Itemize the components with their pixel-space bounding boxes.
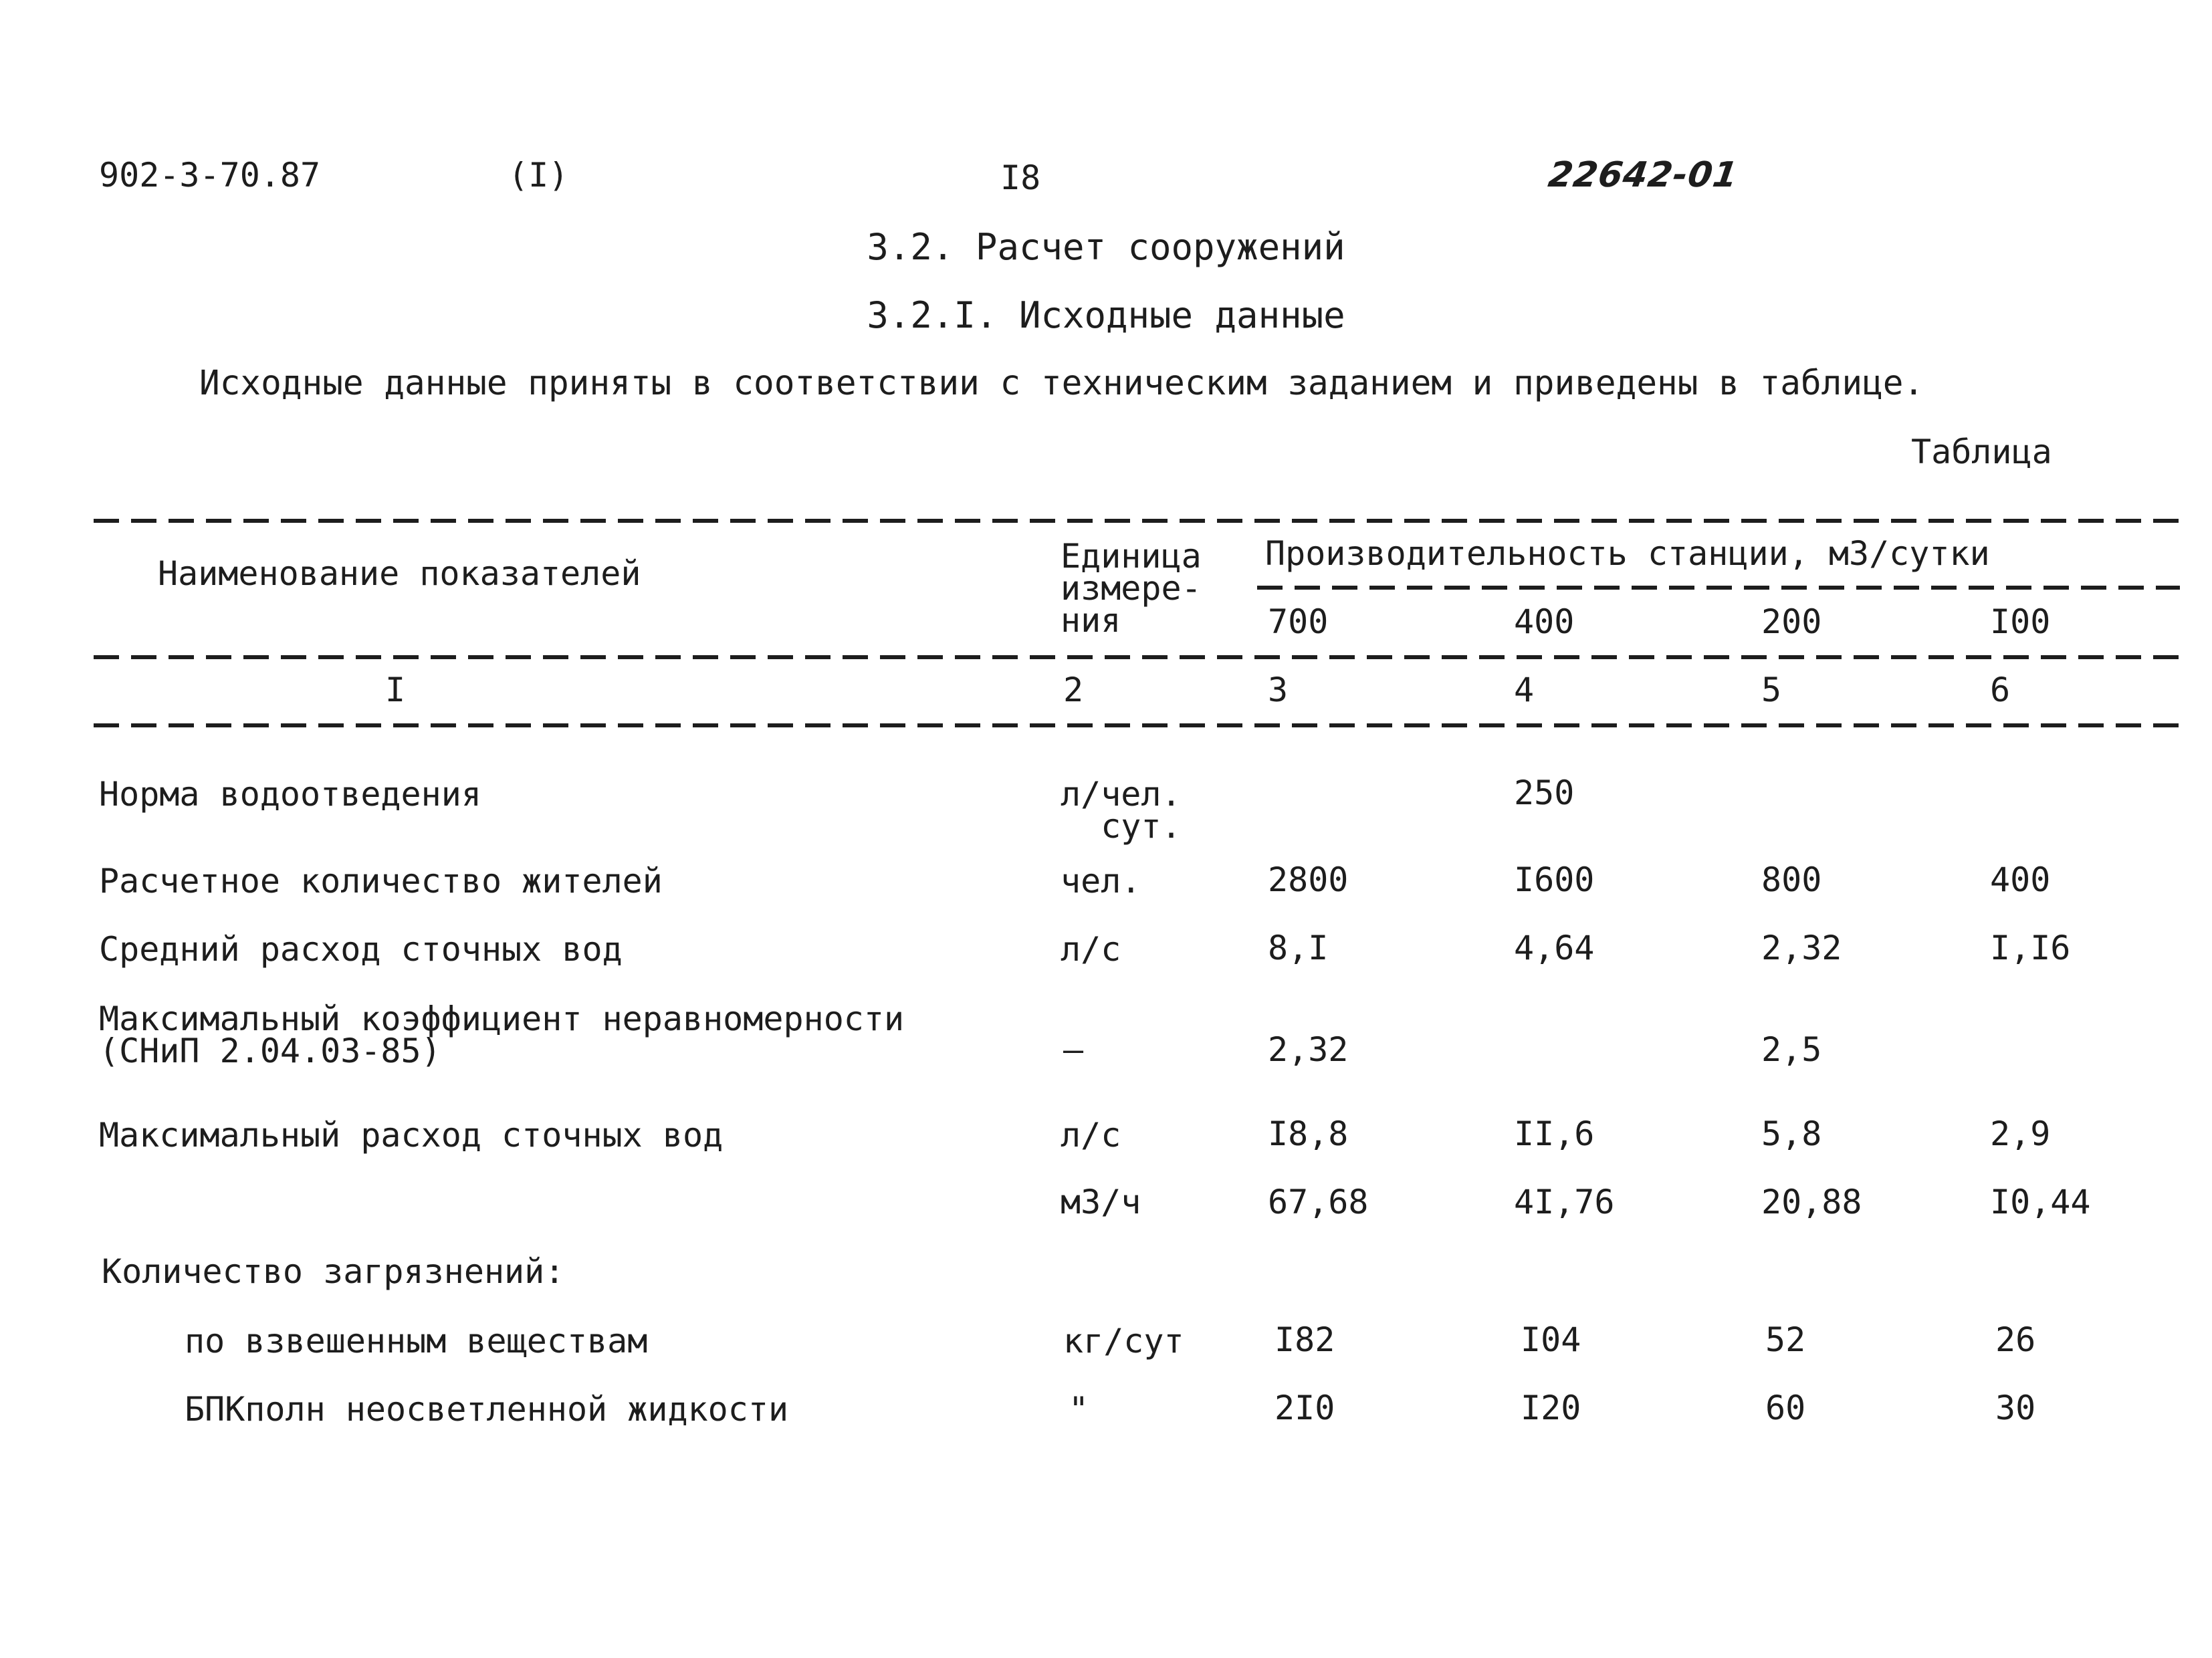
row-value-100: 30 xyxy=(1995,1389,2036,1427)
row-unit: л/чел. сут. xyxy=(1061,775,1182,846)
column-number-6: 6 xyxy=(1990,671,2011,709)
header-bottom-rule xyxy=(94,655,2180,659)
row-value-400: I20 xyxy=(1521,1389,1581,1427)
row-value-700: 2,32 xyxy=(1268,1030,1349,1069)
column-number-4: 4 xyxy=(1514,671,1535,709)
capacity-header-rule xyxy=(1257,586,2180,590)
row-name: Максимальный расход сточных вод xyxy=(99,1116,724,1155)
row-value-100: 400 xyxy=(1990,860,2051,899)
subsection-title: 3.2.I. Исходные данные xyxy=(867,294,1345,336)
capacity-700: 700 xyxy=(1268,602,1329,641)
row-name: Максимальный коэффициент неравномерности (СНиП 2.04.03-85) xyxy=(99,999,905,1070)
row-value-200: 2,5 xyxy=(1761,1030,1822,1069)
row-value-100: I0,44 xyxy=(1990,1183,2091,1221)
row-value-700: I8,8 xyxy=(1268,1114,1349,1153)
handwritten-code: 22642-01 xyxy=(1545,155,1741,195)
row-value-700: 2I0 xyxy=(1275,1389,1335,1427)
capacity-header: Производительность станции, м3/сутки xyxy=(1265,534,1990,573)
doc-part: (I) xyxy=(508,156,569,195)
column-number-2: 2 xyxy=(1063,671,1084,709)
row-value-700: 67,68 xyxy=(1268,1183,1369,1221)
row-value-200: 800 xyxy=(1761,860,1822,899)
page-number: I8 xyxy=(1000,158,1041,197)
capacity-100: I00 xyxy=(1990,602,2051,641)
column-number-5: 5 xyxy=(1761,671,1782,709)
row-unit: л/с xyxy=(1061,930,1121,969)
row-unit: " xyxy=(1069,1390,1089,1429)
table-caption: Таблица xyxy=(1911,433,2052,471)
doc-code: 902-3-70.87 xyxy=(99,156,321,195)
row-unit: – xyxy=(1063,1030,1084,1069)
intro-text: Исходные данные приняты в соответствии с техническим заданием и приведены в таблице. xyxy=(199,364,1924,403)
capacity-200: 200 xyxy=(1761,602,1822,641)
row-value-700: I82 xyxy=(1275,1320,1335,1359)
section-title: 3.2. Расчет сооружений xyxy=(867,226,1345,268)
row-value-400: I600 xyxy=(1514,860,1595,899)
row-value-100: 26 xyxy=(1995,1320,2036,1359)
row-name: по взвешенным веществам xyxy=(185,1322,648,1360)
table-top-rule xyxy=(94,519,2180,523)
row-value-400: 4,64 xyxy=(1514,929,1595,967)
row-name: БПКполн неосветленной жидкости xyxy=(185,1390,789,1429)
row-value-100: 2,9 xyxy=(1990,1114,2051,1153)
row-name: Норма водоотведения xyxy=(99,775,481,814)
row-unit: м3/ч xyxy=(1061,1183,1141,1221)
row-unit: л/с xyxy=(1061,1116,1121,1155)
row-name: Средний расход сточных вод xyxy=(99,930,623,969)
row-unit: кг/сут xyxy=(1063,1322,1184,1360)
col-unit-header: Единица измере- ния xyxy=(1061,537,1202,640)
row-value-100: I,I6 xyxy=(1990,929,2071,967)
capacity-400: 400 xyxy=(1514,602,1575,641)
row-value-200: 60 xyxy=(1765,1389,1806,1427)
col-name-header: Наименование показателей xyxy=(158,554,641,593)
row-name: Расчетное количество жителей xyxy=(99,862,663,901)
row-value-400: 4I,76 xyxy=(1514,1183,1615,1221)
row-value-400: II,6 xyxy=(1514,1114,1595,1153)
row-value-700: 2800 xyxy=(1268,860,1349,899)
row-merged-value: 250 xyxy=(1514,774,1575,812)
row-value-200: 2,32 xyxy=(1761,929,1842,967)
column-numbers-rule xyxy=(94,723,2180,727)
row-value-200: 52 xyxy=(1765,1320,1806,1359)
row-unit: чел. xyxy=(1061,862,1141,901)
column-number-3: 3 xyxy=(1268,671,1289,709)
column-number-1: I xyxy=(385,671,406,709)
row-value-700: 8,I xyxy=(1268,929,1329,967)
row-name: Количество загрязнений: xyxy=(102,1252,565,1291)
row-value-400: I04 xyxy=(1521,1320,1581,1359)
row-value-200: 20,88 xyxy=(1761,1183,1862,1221)
row-value-200: 5,8 xyxy=(1761,1114,1822,1153)
